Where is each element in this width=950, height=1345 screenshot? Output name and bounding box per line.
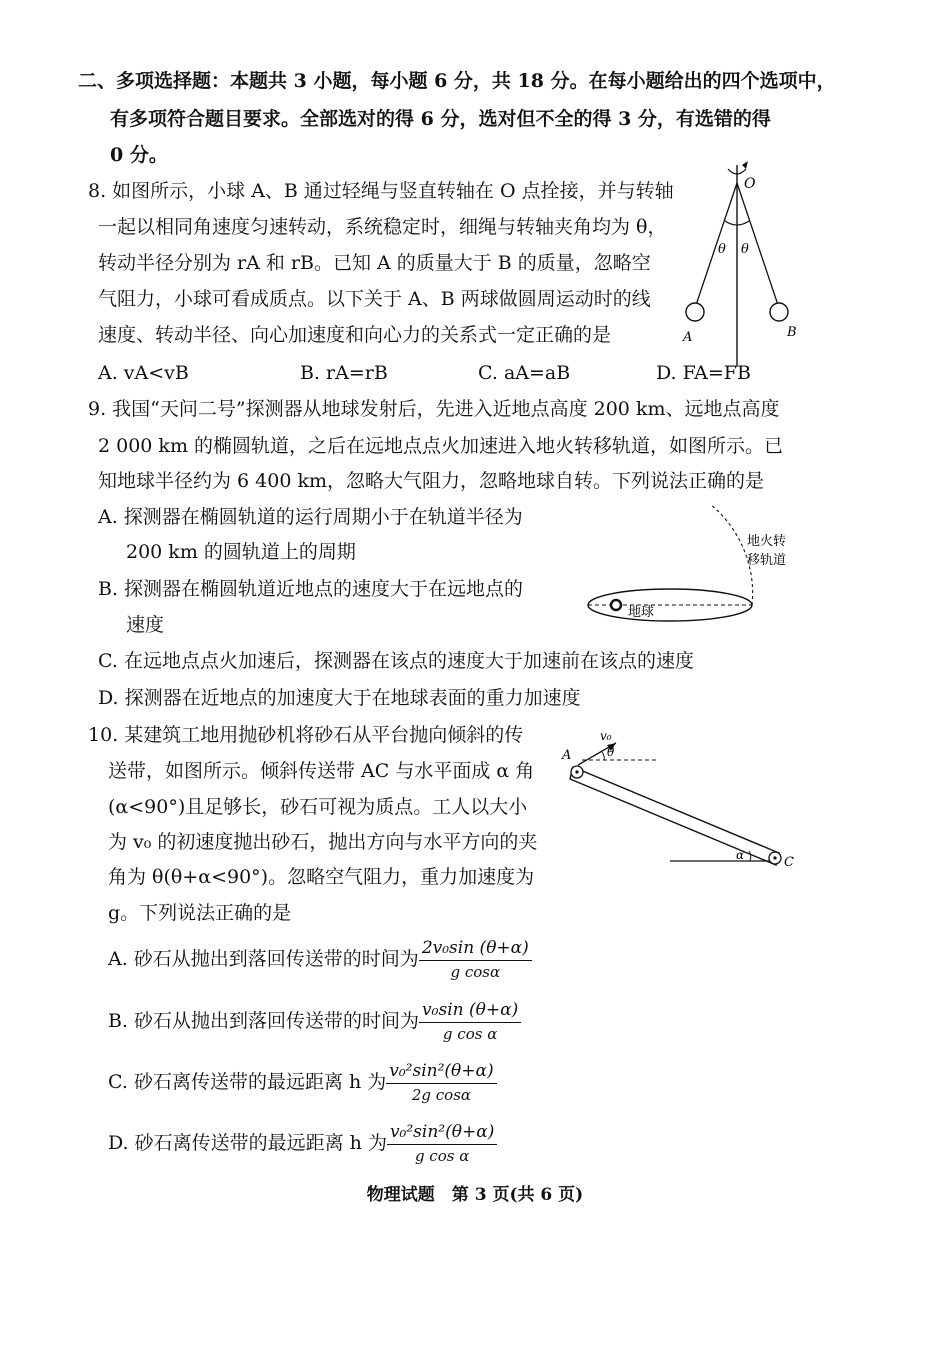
q8-line-3: 转动半径分别为 rA 和 rB。已知 A 的质量大于 B 的质量，忽略空 [98,252,651,274]
q10-option-d [108,1124,497,1164]
q9-option-a-line-1: A. 探测器在椭圆轨道的运行周期小于在轨道半径为 [98,506,523,528]
q10-label-v0: v₀ [600,729,612,743]
q10-option-c [108,1063,497,1103]
q10-line-1: 10. 某建筑工地用抛砂机将砂石从平台抛向倾斜的传 [88,724,524,746]
q10-option-c-fraction [386,1063,496,1103]
q8-line-1: 8. 如图所示，小球 A、B 通过轻绳与竖直转轴在 O 点拴接，并与转轴 [88,180,674,202]
q10-option-b-denominator: g cos α [442,1025,498,1043]
page-footer: 物理试题 第 3 页(共 6 页) [366,1185,584,1205]
q9-option-b-line-2: 速度 [126,614,165,636]
q8-rotation-arrow-head [742,161,748,169]
q8-line-5: 速度、转动半径、向心加速度和向心力的关系式一定正确的是 [98,324,612,346]
q10-option-b [108,1002,521,1042]
q9-option-b-line-1: B. 探测器在椭圆轨道近地点的速度大于在远地点的 [98,578,524,600]
q10-option-d-denominator: g cos α [414,1147,470,1165]
q10-label-alpha: α [736,848,745,862]
q8-label-o: O [744,176,756,192]
q10-option-d-numerator: v₀²sin²(θ+α) [387,1124,497,1145]
q8-option-a: A. vA<vB [98,362,189,384]
q8-line-2: 一起以相同角速度匀速转动，系统稳定时，细绳与转轴夹角均为 θ， [98,216,667,238]
q8-label-b: B [787,325,797,340]
q9-line-2: 2 000 km 的椭圆轨道，之后在远地点点火加速进入地火转移轨道，如图所示。已 [98,435,784,457]
q10-figure [560,725,805,875]
q8-rope-a [696,183,737,305]
q8-ball-a [686,303,704,321]
q8-option-d: D. FA=FB [656,362,751,384]
section-header-line-1: 二、多项选择题：本题共 3 小题，每小题 6 分，共 18 分。在每小题给出的四个选项中， [78,70,836,92]
q10-option-c-text: C. 砂石离传送带的最远距离 h 为 [108,1071,387,1093]
q10-line-6: g。下列说法正确的是 [108,902,292,924]
q10-pulley-c-center [773,856,776,859]
q10-option-a-fraction [419,940,532,980]
q9-transfer-label-1: 地火转 [747,534,787,549]
q10-conveyor-belt [570,767,779,865]
q10-option-a-denominator: g cosα [450,963,501,981]
q8-ball-b [770,303,788,321]
q8-theta-left: θ [718,242,726,257]
q10-option-c-denominator: 2g cosα [411,1086,472,1104]
q8-figure [670,155,810,370]
q10-pulley-a-center [575,770,578,773]
section-header-line-3: 0 分。 [110,144,168,166]
q10-option-d-text: D. 砂石离传送带的最远距离 h 为 [108,1132,387,1154]
q10-theta-arc [602,752,604,760]
q10-option-a-text: A. 砂石从抛出到落回传送带的时间为 [108,948,419,970]
q9-earth-dot [611,600,621,610]
q8-label-a: A [683,330,693,345]
q9-line-3: 知地球半径约为 6 400 km，忽略大气阻力，忽略地球自转。下列说法正确的是 [98,470,765,492]
q10-option-d-fraction [387,1124,497,1164]
q10-option-b-text: B. 砂石从抛出到落回传送带的时间为 [108,1010,420,1032]
q10-option-c-numerator: v₀²sin²(θ+α) [386,1063,496,1084]
q9-option-a-line-2: 200 km 的圆轨道上的周期 [126,541,356,563]
q10-option-a [108,940,532,980]
section-header-line-2: 有多项符合题目要求。全部选对的得 6 分，选对但不全的得 3 分，有选错的得 [110,108,771,130]
q10-option-b-fraction [419,1002,521,1042]
q10-label-theta: θ [607,745,615,759]
q10-option-b-numerator: v₀sin (θ+α) [419,1002,521,1023]
q10-line-2: 送带，如图所示。倾斜传送带 AC 与水平面成 α 角 [108,760,535,782]
q10-label-a: A [562,748,572,763]
q8-theta-right: θ [741,242,749,257]
q8-option-c: C. aA=aB [478,362,571,384]
q10-label-c: C [784,855,794,870]
q10-option-a-numerator: 2v₀sin (θ+α) [419,940,532,961]
q10-line-4: 为 v₀ 的初速度抛出砂石，抛出方向与水平方向的夹 [108,831,538,853]
q9-option-d: D. 探测器在近地点的加速度大于在地球表面的重力加速度 [98,687,581,709]
q9-line-1: 9. 我国“天问二号”探测器从地球发射后，先进入近地点高度 200 km、远地点高度 [88,398,780,420]
q9-option-c: C. 在远地点点火加速后，探测器在该点的速度大于加速前在该点的速度 [98,650,694,672]
q8-option-b: B. rA=rB [300,362,388,384]
q10-line-3: (α<90°)且足够长，砂石可视为质点。工人以大小 [108,796,528,818]
q9-earth-label: 地球 [628,605,655,620]
q9-transfer-label-2: 移轨道 [747,553,787,568]
q9-figure [580,500,805,640]
q10-line-5: 角为 θ(θ+α<90°)。忽略空气阻力，重力加速度为 [108,866,535,888]
q8-line-4: 气阻力，小球可看成质点。以下关于 A、B 两球做圆周运动时的线 [98,288,651,310]
